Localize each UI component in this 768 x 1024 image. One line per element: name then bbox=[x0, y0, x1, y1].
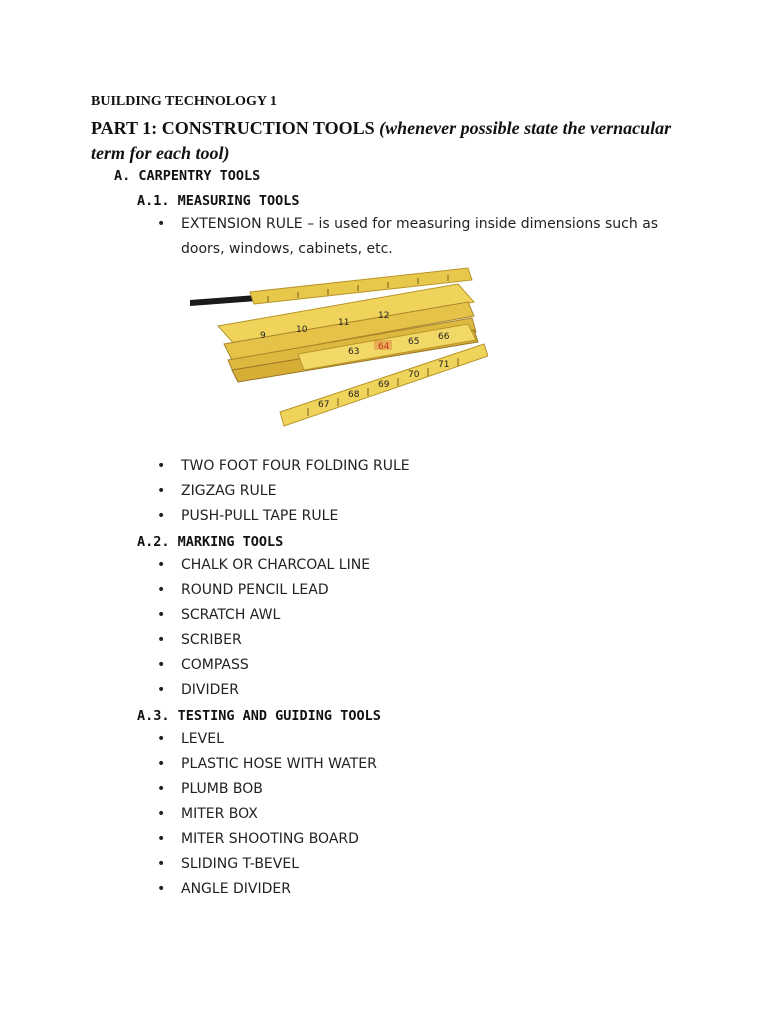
ruler-number: 65 bbox=[408, 337, 420, 347]
list-item: • PUSH-PULL TAPE RULE bbox=[157, 504, 410, 529]
list-item: • COMPASS bbox=[157, 653, 370, 678]
section-a3-heading: A.3. TESTING AND GUIDING TOOLS bbox=[137, 708, 381, 724]
list-item: • CHALK OR CHARCOAL LINE bbox=[157, 553, 370, 578]
ruler-number: 71 bbox=[438, 360, 450, 370]
part-heading-note: (whenever possible state the vernacular term for each tool) bbox=[91, 118, 672, 163]
bullet-icon: • bbox=[157, 831, 166, 847]
a3-list bbox=[157, 727, 377, 902]
ruler-red-marker bbox=[374, 340, 392, 350]
ruler-number: 69 bbox=[378, 380, 390, 390]
bullet-icon: • bbox=[157, 806, 166, 822]
extension-rule-text: EXTENSION RULE – is used for measuring inside dimensions such as doors, windows, cabinets, etc. bbox=[181, 216, 659, 257]
bullet-icon: • bbox=[157, 458, 166, 474]
extension-rule-image bbox=[188, 262, 488, 430]
bullet-icon: • bbox=[157, 216, 166, 232]
ruler-number: 11 bbox=[338, 318, 350, 328]
ruler-number: 10 bbox=[296, 325, 308, 335]
list-item: • SCRIBER bbox=[157, 628, 370, 653]
list-item: • SLIDING T-BEVEL bbox=[157, 852, 377, 877]
section-a-heading: A. CARPENTRY TOOLS bbox=[114, 168, 261, 184]
list-item: • DIVIDER bbox=[157, 678, 370, 703]
part-heading bbox=[91, 116, 691, 166]
bullet-icon: • bbox=[157, 731, 166, 747]
bullet-icon: • bbox=[157, 781, 166, 797]
document-title: BUILDING TECHNOLOGY 1 bbox=[91, 94, 277, 109]
ruler-number: 67 bbox=[318, 400, 330, 410]
bullet-icon: • bbox=[157, 856, 166, 872]
list-item: • MITER SHOOTING BOARD bbox=[157, 827, 377, 852]
list-item: • ZIGZAG RULE bbox=[157, 479, 410, 504]
ruler-number: 63 bbox=[348, 347, 360, 357]
list-item: • SCRATCH AWL bbox=[157, 603, 370, 628]
bullet-icon: • bbox=[157, 632, 166, 648]
ruler-number: 70 bbox=[408, 370, 420, 380]
list-item: • TWO FOOT FOUR FOLDING RULE bbox=[157, 454, 410, 479]
section-a1-heading: A.1. MEASURING TOOLS bbox=[137, 193, 300, 209]
list-item: • PLUMB BOB bbox=[157, 777, 377, 802]
part-heading-main: PART 1: CONSTRUCTION TOOLS bbox=[91, 118, 375, 138]
ruler-number: 66 bbox=[438, 332, 450, 342]
list-item: • PLASTIC HOSE WITH WATER bbox=[157, 752, 377, 777]
bullet-icon: • bbox=[157, 483, 166, 499]
list-item: • MITER BOX bbox=[157, 802, 377, 827]
extension-rule-item bbox=[157, 212, 701, 262]
bullet-icon: • bbox=[157, 607, 166, 623]
list-item: • LEVEL bbox=[157, 727, 377, 752]
section-a2-heading: A.2. MARKING TOOLS bbox=[137, 534, 284, 550]
bullet-icon: • bbox=[157, 682, 166, 698]
a2-list bbox=[157, 553, 370, 703]
ruler-number: 12 bbox=[378, 311, 390, 321]
bullet-icon: • bbox=[157, 557, 166, 573]
bullet-icon: • bbox=[157, 756, 166, 772]
list-item: • ROUND PENCIL LEAD bbox=[157, 578, 370, 603]
ruler-number: 68 bbox=[348, 390, 360, 400]
bullet-icon: • bbox=[157, 582, 166, 598]
bullet-icon: • bbox=[157, 657, 166, 673]
a1-list bbox=[157, 454, 410, 529]
list-item: • ANGLE DIVIDER bbox=[157, 877, 377, 902]
ruler-number: 9 bbox=[260, 331, 266, 341]
bullet-icon: • bbox=[157, 508, 166, 524]
ruler-number-red: 64 bbox=[378, 342, 390, 352]
bullet-icon: • bbox=[157, 881, 166, 897]
